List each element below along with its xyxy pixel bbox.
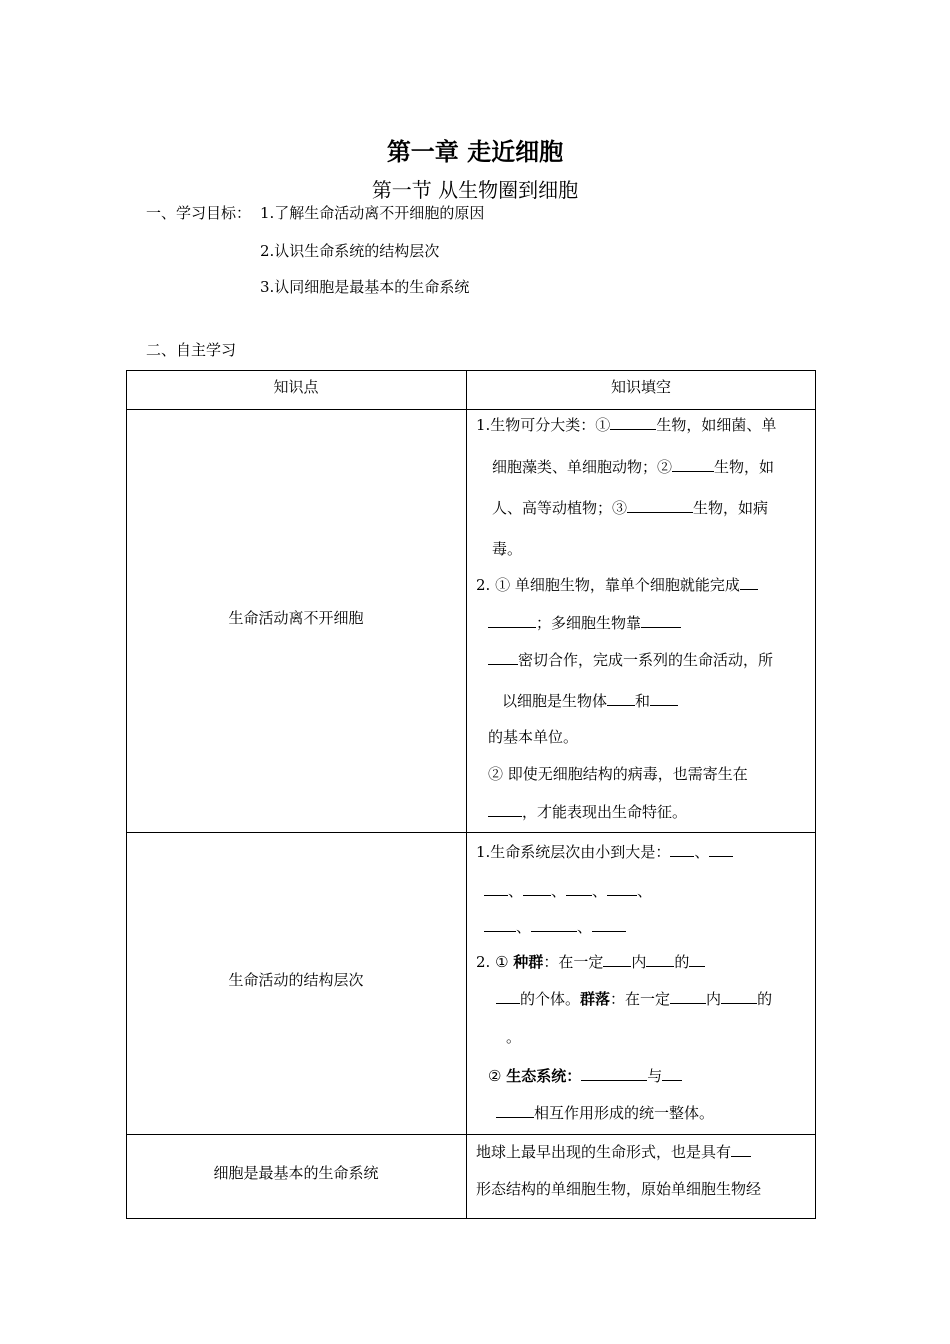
row1-line: 1.生物可分大类：① 生物，如细菌、单 — [476, 413, 776, 435]
row3-line: 地球上最早出现的生命形式，也是具有 — [476, 1140, 751, 1162]
blank-field[interactable] — [641, 611, 681, 628]
blank-field[interactable] — [646, 950, 674, 967]
row2-line: 。 — [506, 1028, 522, 1046]
blank-field[interactable] — [627, 496, 693, 513]
blank-field[interactable] — [496, 1101, 534, 1118]
section-title: 第一节 从生物圈到细胞 — [371, 178, 579, 202]
table-row-divider — [126, 1134, 816, 1135]
self-study-heading: 二、自主学习 — [146, 341, 237, 359]
row2-line: ② 生态系统： 与 — [488, 1064, 682, 1086]
blank-field[interactable] — [484, 879, 508, 896]
row3-line: 形态结构的单细胞生物，原始单细胞生物经 — [476, 1180, 762, 1198]
blank-field[interactable] — [650, 689, 678, 706]
blank-field[interactable] — [721, 987, 757, 1004]
blank-field[interactable] — [523, 879, 551, 896]
row2-line: 相互作用形成的统一整体。 — [496, 1101, 714, 1123]
blank-field[interactable] — [496, 987, 520, 1004]
goal-item-1: 1.了解生命活动离不开细胞的原因 — [260, 204, 485, 222]
blank-field[interactable] — [731, 1140, 751, 1157]
topic-basic-system: 细胞是最基本的生命系统 — [213, 1164, 379, 1182]
topic-structure-levels: 生命活动的结构层次 — [228, 971, 364, 989]
topic-life-activity: 生命活动离不开细胞 — [228, 609, 364, 627]
row1-line: 以细胞是生物体 和 — [502, 689, 678, 711]
chapter-title: 第一章 走近细胞 — [386, 137, 564, 166]
blank-field[interactable] — [672, 455, 714, 472]
header-knowledge-point: 知识点 — [273, 378, 319, 396]
goal-item-2: 2.认识生命系统的结构层次 — [260, 242, 440, 260]
blank-field[interactable] — [566, 879, 592, 896]
table-border-top — [126, 370, 816, 371]
blank-field[interactable] — [670, 987, 706, 1004]
row1-line: ，才能表现出生命特征。 — [488, 800, 687, 822]
blank-field[interactable] — [607, 879, 637, 896]
row1-line: 2. ① 单细胞生物，靠单个细胞就能完成 — [476, 573, 758, 595]
row1-line: ；多细胞生物靠 — [488, 611, 681, 633]
row1-line: 人、高等动植物；③ 生物，如病 — [492, 496, 768, 518]
blank-field[interactable] — [709, 840, 733, 857]
table-border-right — [815, 370, 816, 1219]
table-header-divider — [126, 409, 816, 410]
blank-field[interactable] — [740, 573, 758, 590]
row1-line: 细胞藻类、单细胞动物；② 生物，如 — [492, 455, 774, 477]
goal-item-3: 3.认同细胞是最基本的生命系统 — [260, 278, 470, 296]
row1-line: 的基本单位。 — [488, 728, 579, 746]
table-border-left — [126, 370, 127, 1219]
blank-field[interactable] — [488, 611, 536, 628]
blank-field[interactable] — [607, 689, 635, 706]
blank-field[interactable] — [592, 915, 626, 932]
header-fill-in: 知识填空 — [610, 378, 671, 396]
row2-line: 的个体。群落：在一定 内 的 — [496, 987, 772, 1009]
blank-field[interactable] — [670, 840, 694, 857]
blank-field[interactable] — [581, 1064, 647, 1081]
blank-field[interactable] — [689, 950, 705, 967]
blank-field[interactable] — [603, 950, 631, 967]
row2-line: 1.生命系统层次由小到大是： 、 — [476, 840, 733, 862]
table-row-divider — [126, 832, 816, 833]
blank-field[interactable] — [531, 915, 577, 932]
blank-field[interactable] — [662, 1064, 682, 1081]
blank-field[interactable] — [484, 915, 516, 932]
goals-heading: 一、学习目标： — [146, 204, 252, 222]
table-column-divider — [466, 370, 467, 1219]
row2-line: 、 、 、 、 — [484, 879, 652, 901]
blank-field[interactable] — [488, 800, 522, 817]
blank-field[interactable] — [488, 648, 518, 665]
row2-line: 2. ① 种群：在一定 内 的 — [476, 950, 705, 972]
row1-line: 毒。 — [492, 540, 523, 558]
row2-line: 、 、 — [484, 915, 626, 937]
row1-line: ② 即使无细胞结构的病毒，也需寄生在 — [488, 765, 748, 783]
blank-field[interactable] — [610, 413, 656, 430]
table-border-bottom — [126, 1218, 816, 1219]
row1-line: 密切合作，完成一系列的生命活动，所 — [488, 648, 773, 670]
